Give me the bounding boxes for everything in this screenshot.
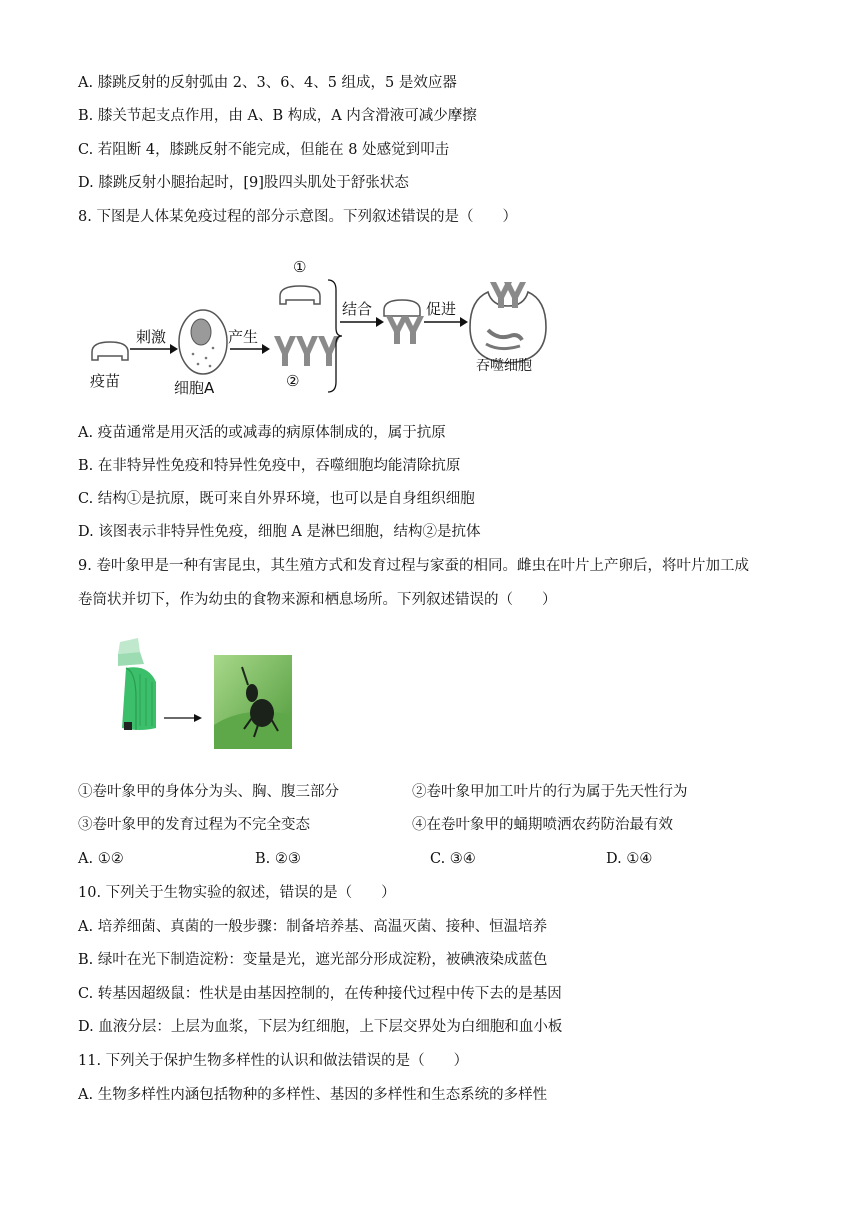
leaf-roll-figure — [110, 638, 206, 736]
q8-option-b: B. 在非特异性免疫和特异性免疫中，吞噬细胞均能清除抗原 — [78, 458, 461, 474]
q10-stem: 10. 下列关于生物实验的叙述，错误的是（ ） — [78, 885, 396, 901]
leaf-roll-icon — [118, 638, 156, 730]
q7-option-d: D. 膝跳反射小腿抬起时，[9]股四头肌处于舒张状态 — [78, 175, 409, 191]
immune-process-diagram — [78, 252, 558, 402]
q8-stem: 8. 下图是人体某免疫过程的部分示意图。下列叙述错误的是（ ） — [78, 209, 517, 225]
q9-statement-3: ③卷叶象甲的发育过程为不完全变态 — [78, 817, 310, 833]
promote-label: 促进 — [426, 300, 457, 318]
q11-stem: 11. 下列关于保护生物多样性的认识和做法错误的是（ ） — [78, 1053, 469, 1069]
antibody-icon — [274, 336, 340, 366]
q9-statement-2: ②卷叶象甲加工叶片的行为属于先天性行为 — [412, 784, 688, 800]
weevil-photo — [214, 655, 292, 749]
q10-option-c: C. 转基因超级鼠：性状是由基因控制的，在传种接代过程中传下去的是基因 — [78, 986, 562, 1002]
q9-statement-1: ①卷叶象甲的身体分为头、胸、腹三部分 — [78, 784, 339, 800]
phagocyte-label: 吞噬细胞 — [476, 358, 532, 374]
antigen-icon — [280, 286, 320, 304]
vaccine-label: 疫苗 — [90, 372, 121, 390]
q9-statement-4: ④在卷叶象甲的蛹期喷洒农药防治最有效 — [412, 817, 673, 833]
q8-option-d: D. 该图表示非特异性免疫，细胞 A 是淋巴细胞，结构②是抗体 — [78, 524, 481, 540]
q7-option-b: B. 膝关节起支点作用，由 A、B 构成，A 内含滑液可减少摩擦 — [78, 108, 477, 124]
q9-option-d: D. ①④ — [606, 851, 653, 867]
q10-option-a: A. 培养细菌、真菌的一般步骤：制备培养基、高温灭菌、接种、恒温培养 — [78, 919, 548, 935]
q9-option-c: C. ③④ — [430, 851, 476, 867]
q7-option-c: C. 若阻断 4，膝跳反射不能完成，但能在 8 处感觉到叩击 — [78, 142, 450, 158]
q11-option-a: A. 生物多样性内涵包括物种的多样性、基因的多样性和生态系统的多样性 — [78, 1087, 548, 1103]
q7-option-a: A. 膝跳反射的反射弧由 2、3、6、4、5 组成，5 是效应器 — [78, 75, 457, 91]
label-2: ② — [286, 372, 300, 390]
q10-option-b: B. 绿叶在光下制造淀粉：变量是光，遮光部分形成淀粉，被碘液染成蓝色 — [78, 952, 548, 968]
q9-stem-line2: 卷筒状并切下，作为幼虫的食物来源和栖息场所。下列叙述错误的（ ） — [78, 592, 557, 608]
vaccine-icon — [92, 342, 128, 360]
q9-option-a: A. ①② — [78, 851, 124, 867]
phagocyte-icon — [470, 282, 546, 363]
bind-label: 结合 — [342, 300, 373, 318]
q9-stem-line1: 9. 卷叶象甲是一种有害昆虫，其生殖方式和发育过程与家蚕的相同。雌虫在叶片上产卵后，将叶片加工成 — [78, 558, 749, 574]
label-1: ① — [293, 258, 307, 276]
cell-a-label: 细胞A — [174, 379, 215, 397]
q8-option-c: C. 结构①是抗原，既可来自外界环境，也可以是自身组织细胞 — [78, 491, 475, 507]
q9-option-b: B. ②③ — [255, 851, 301, 867]
cell-a-icon — [179, 310, 227, 374]
stimulate-label: 刺激 — [136, 328, 167, 346]
q10-option-d: D. 血液分层：上层为血浆，下层为红细胞，上下层交界处为白细胞和血小板 — [78, 1019, 563, 1035]
produce-label: 产生 — [228, 328, 259, 346]
q8-option-a: A. 疫苗通常是用灭活的或减毒的病原体制成的，属于抗原 — [78, 425, 446, 441]
antigen-antibody-complex-icon — [384, 300, 424, 344]
